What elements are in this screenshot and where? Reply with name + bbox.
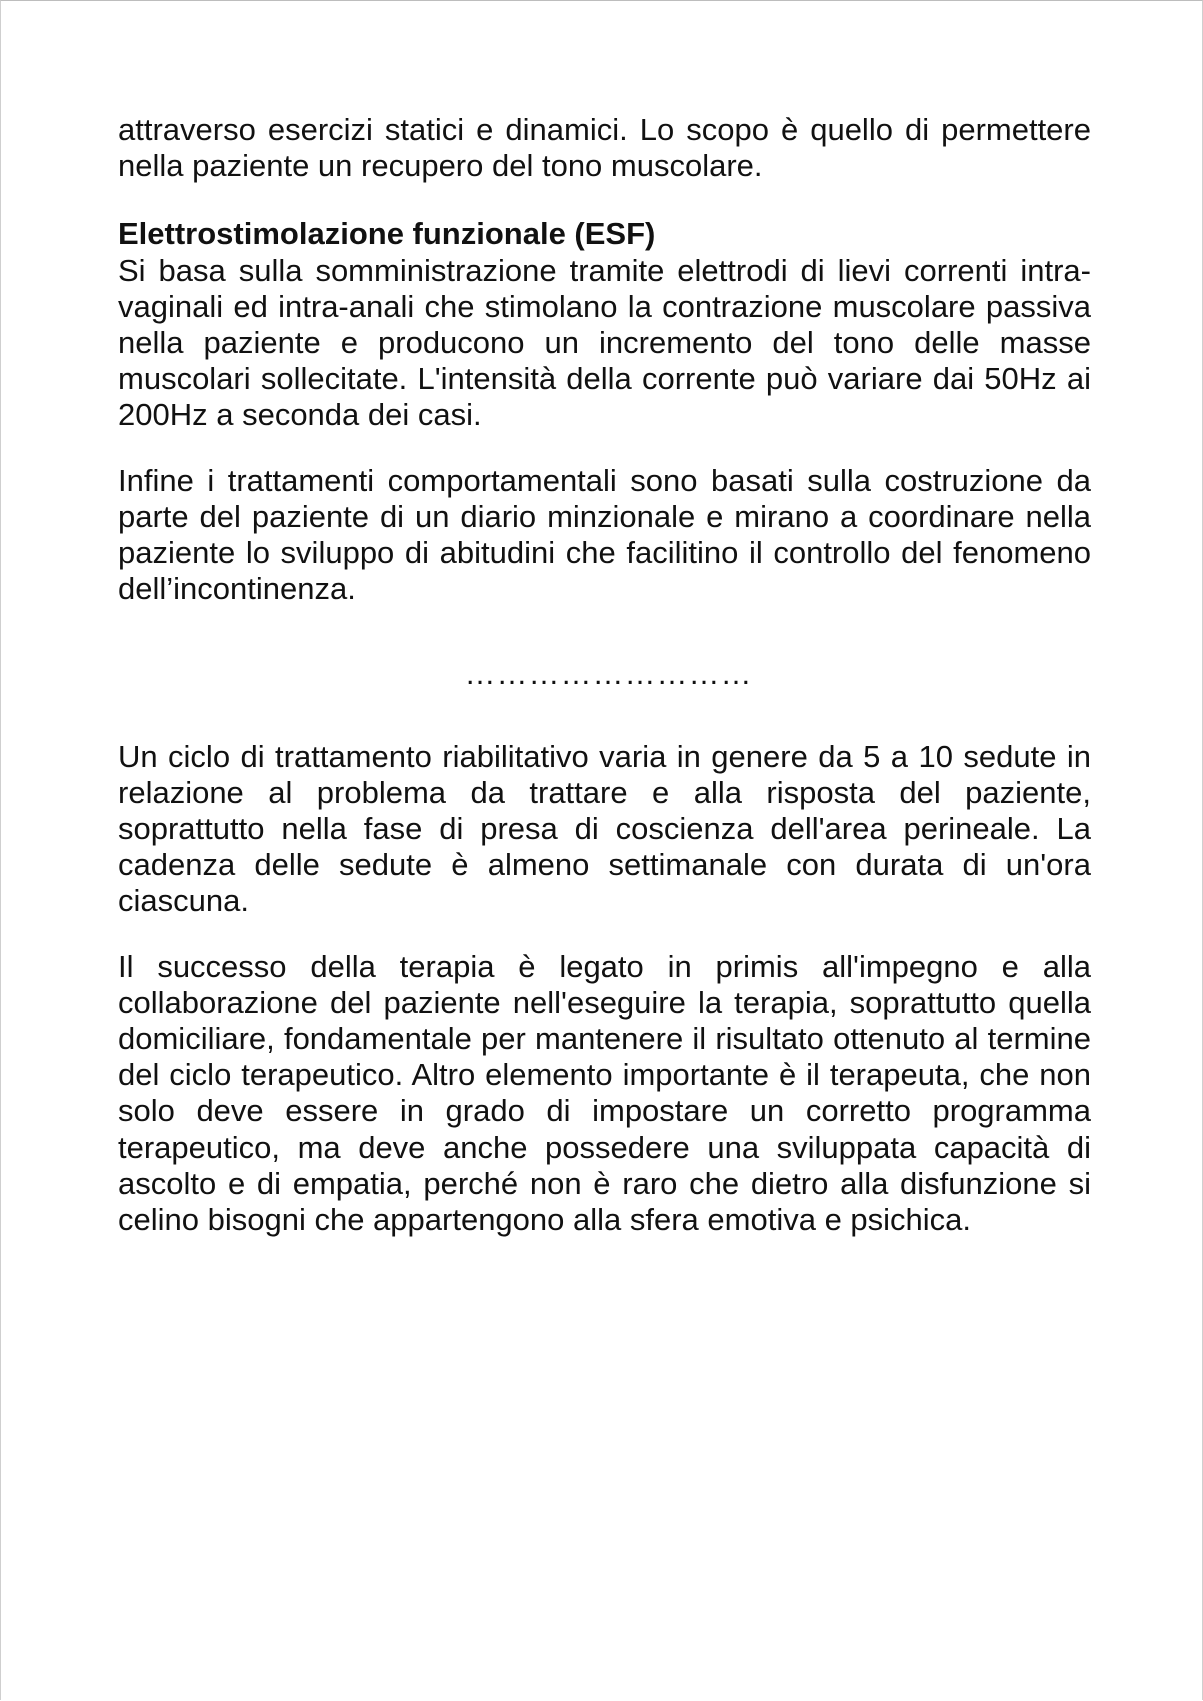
- paragraph-spacer: [118, 434, 1091, 463]
- paragraph-exercises: attraverso esercizi statici e dinamici. Lo scopo è quello di permettere nella paziente un recupero del tono muscolare.: [118, 112, 1091, 184]
- paragraph-spacer: [118, 607, 1091, 656]
- paragraph-behavioral-treatments: Infine i trattamenti comportamentali sono basati sulla costruzione da parte del paziente di un diario minzionale e mirano a coordinare nella paziente lo sviluppo di abitudini che facilitino il controllo del fenomeno dell’incontinenza.: [118, 462, 1091, 607]
- paragraph-therapy-success: Il successo della terapia è legato in primis all'impegno e alla collaborazione del paziente nell'eseguire la terapia, soprattutto quella domiciliare, fondamentale per mantenere il risultato ottenuto al termine del ciclo terapeutico. Altro elemento importante è il terapeuta, che non solo deve essere in grado di impostare un corretto programma terapeutico, ma deve anche possedere una sviluppata capacità di ascolto e di empatia, perché non è raro che dietro alla disfunzione si celino bisogni che appartengono alla sfera emotiva e psichica.: [118, 948, 1091, 1238]
- paragraph-spacer: [118, 184, 1091, 216]
- paragraph-treatment-cycle: Un ciclo di trattamento riabilitativo varia in genere da 5 a 10 sedute in relazione al problema da trattare e alla risposta del paziente, soprattutto nella fase di presa di coscienza dell'area perineale. La cadenza delle sedute è almeno settimanale con durata di un'ora ciascuna.: [118, 738, 1091, 919]
- paragraph-spacer: [118, 920, 1091, 949]
- page-content: [118, 112, 1091, 1238]
- section-heading-esf: Elettrostimolazione funzionale (ESF): [118, 216, 656, 252]
- dotted-divider: ………………………: [464, 656, 753, 692]
- paragraph-esf: Si basa sulla somministrazione tramite elettrodi di lievi correnti intra-vaginali ed intra-anali che stimolano la contrazione muscolare passiva nella paziente e producono un incremento del tono delle masse muscolari sollecitate. L'intensità della corrente può variare dai 50Hz ai 200Hz a seconda dei casi.: [118, 252, 1091, 433]
- paragraph-spacer: [118, 693, 1091, 739]
